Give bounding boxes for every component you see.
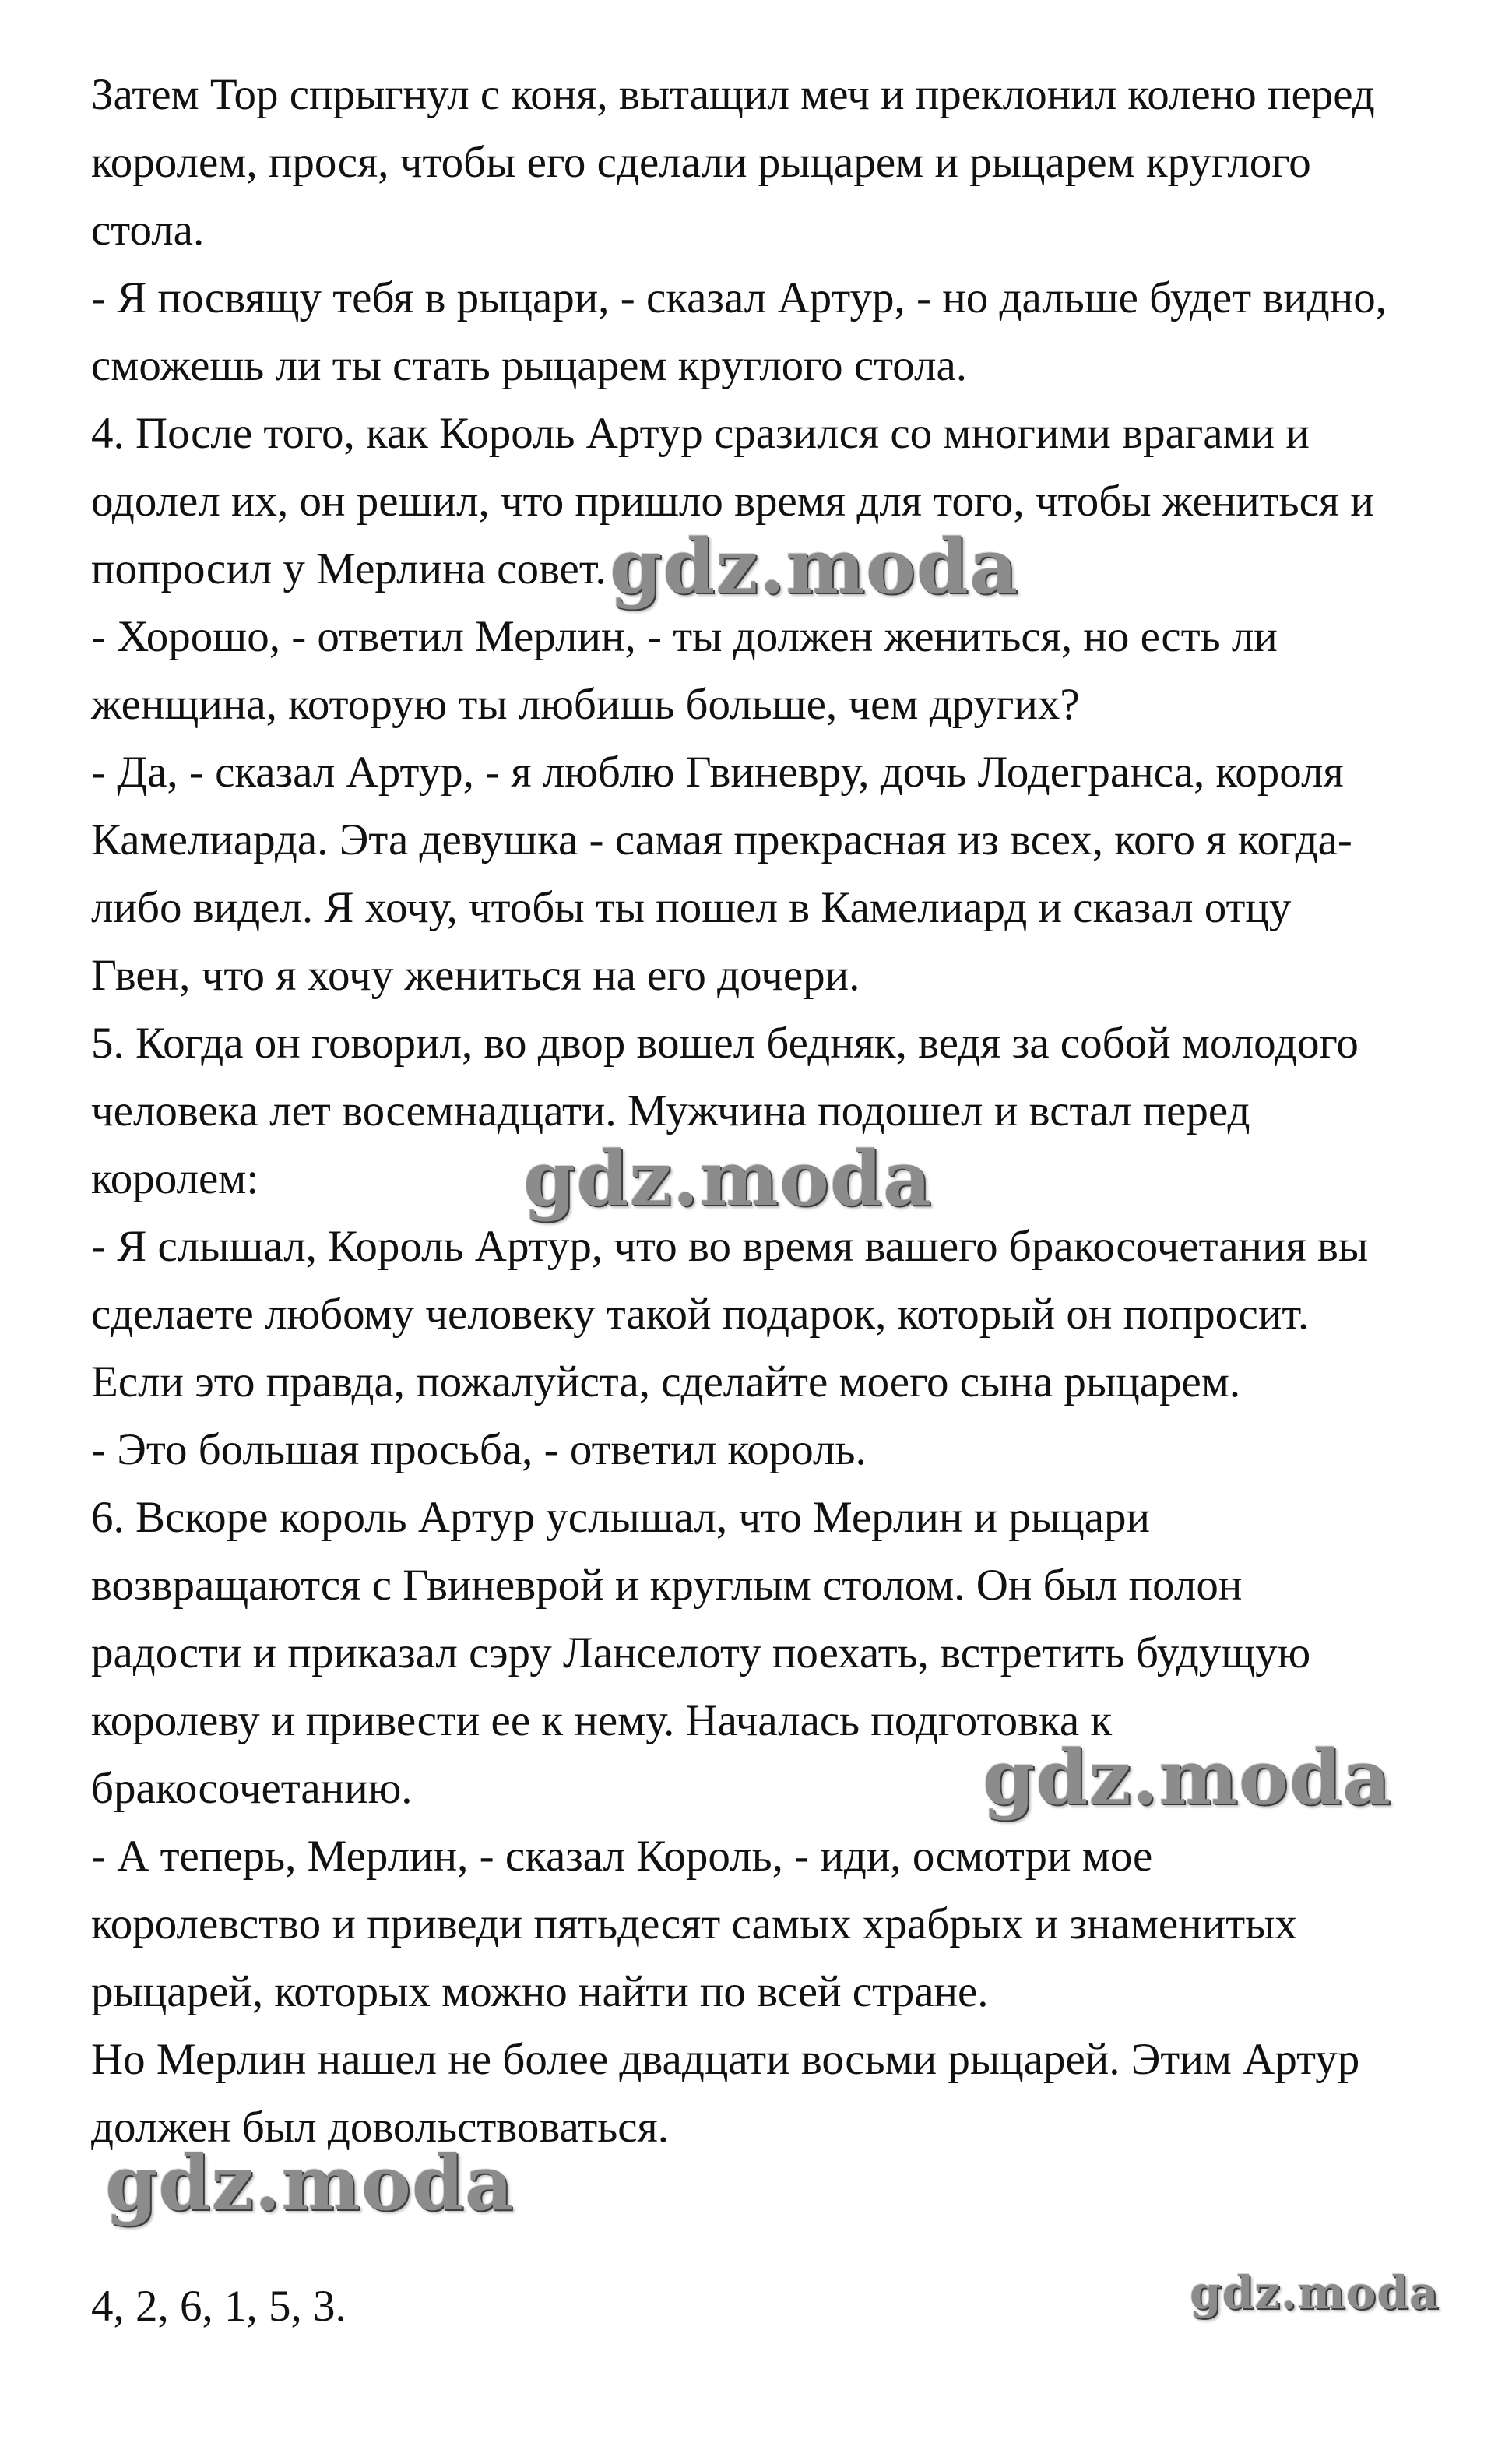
text-line: - Да, - сказал Артур, - я люблю Гвиневру, дочь Лодегранса, короля: [91, 748, 1344, 797]
text-line: Гвен, что я хочу жениться на его дочери.: [91, 951, 860, 1000]
text-line: Затем Тор спрыгнул с коня, вытащил меч и преклонил колено перед: [91, 70, 1375, 119]
text-line: - Это большая просьба, - ответил король.: [91, 1425, 867, 1474]
text-line: - Я слышал, Король Артур, что во время вашего бракосочетания вы: [91, 1222, 1369, 1271]
watermark-logo: gdz.moda: [610, 523, 1019, 611]
text-line: бракосочетанию.: [91, 1764, 413, 1813]
watermark-logo: gdz.moda: [523, 1135, 933, 1223]
text-line: рыцарей, которых можно найти по всей стране.: [91, 1967, 989, 2016]
text-line: либо видел. Я хочу, чтобы ты пошел в Камелиард и сказал отцу: [91, 883, 1292, 932]
text-line: возвращаются с Гвиневрой и круглым столом. Он был полон: [91, 1561, 1243, 1610]
text-line: 5. Когда он говорил, во двор вошел бедняк, ведя за собой молодого: [91, 1019, 1359, 1068]
text-line: - Я посвящу тебя в рыцари, - сказал Артур, - но дальше будет видно,: [91, 273, 1387, 322]
watermark-logo: gdz.moda: [983, 1734, 1392, 1822]
text-line: должен был довольствоваться.: [91, 2103, 669, 2152]
text-line: - А теперь, Мерлин, - сказал Король, - иди, осмотри мое: [91, 1832, 1153, 1881]
text-line: стола.: [91, 206, 205, 255]
text-line: радости и приказал сэру Ланселоту поехать, встретить будущую: [91, 1628, 1311, 1677]
text-line: одолел их, он решил, что пришло время для того, чтобы жениться и: [91, 477, 1374, 526]
watermark-logo: gdz.moda: [1190, 2266, 1440, 2319]
text-line: сможешь ли ты стать рыцарем круглого стола.: [91, 341, 968, 390]
text-line: сделаете любому человеку такой подарок, который он попросит.: [91, 1290, 1310, 1339]
text-line: женщина, которую ты любишь больше, чем других?: [91, 680, 1080, 729]
text-line: королем:: [91, 1154, 259, 1203]
text-line: 6. Вскоре король Артур услышал, что Мерлин и рыцари: [91, 1493, 1151, 1542]
text-line: королеву и привести ее к нему. Началась подготовка к: [91, 1696, 1113, 1745]
document-body: [91, 61, 1430, 2161]
text-line: Камелиарда. Эта девушка - самая прекрасная из всех, кого я когда-: [91, 815, 1352, 864]
text-line: Если это правда, пожалуйста, сделайте моего сына рыцарем.: [91, 1357, 1241, 1406]
answer-sequence: 4, 2, 6, 1, 5, 3.: [91, 2282, 346, 2331]
watermark-logo: gdz.moda: [105, 2139, 515, 2227]
text-line: Но Мерлин нашел не более двадцати восьми рыцарей. Этим Артур: [91, 2035, 1360, 2084]
text-line: - Хорошо, - ответил Мерлин, - ты должен жениться, но есть ли: [91, 612, 1278, 661]
text-line: королевство и приведи пятьдесят самых храбрых и знаменитых: [91, 1899, 1297, 1948]
text-line: попросил у Мерлина совет.: [91, 544, 607, 593]
text-line: королем, прося, чтобы его сделали рыцарем и рыцарем круглого: [91, 138, 1311, 187]
text-line: человека лет восемнадцати. Мужчина подошел и встал перед: [91, 1086, 1250, 1135]
text-line: 4. После того, как Король Артур сразился со многими врагами и: [91, 409, 1310, 458]
